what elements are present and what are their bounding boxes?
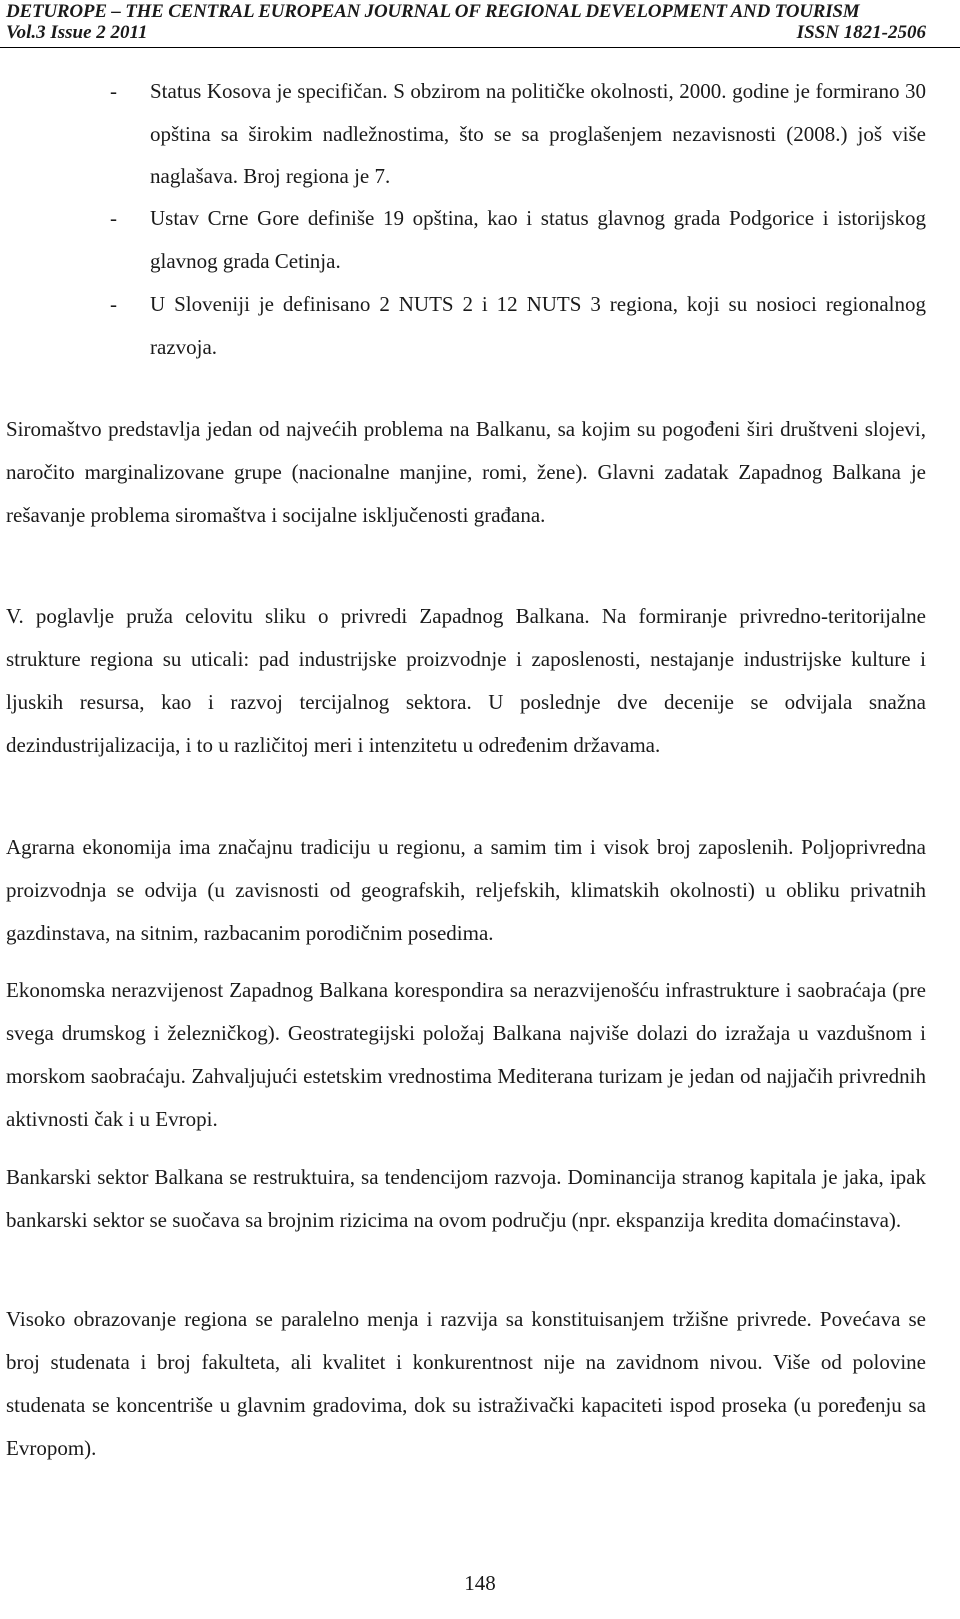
bullet-text: U Sloveniji je definisano 2 NUTS 2 i 12 NUTS 3 regiona, koji su nosioci regionalnog razvoja. — [150, 292, 926, 359]
paragraph: Visoko obrazovanje regiona se paralelno menja i razvija sa konstituisanjem tržišne privrede. Povećava se broj studenata i broj fakulteta, ali kvalitet i konkurentnost nije na zavidnom nivou. Više od polovine studenata se koncentriše u glavnim gradovima, dok su istraživački kapaciteti ispod proseka (u poređenju sa Evropom). — [6, 1307, 926, 1460]
bullet-text: Ustav Crne Gore definiše 19 opština, kao i status glavnog grada Podgorice i istorijskog glavnog grada Cetinja. — [150, 206, 926, 273]
paragraph: Siromaštvo predstavlja jedan od najvećih problema na Balkanu, sa kojim su pogođeni širi društveni slojevi, naročito marginalizovane grupe (nacionalne manjine, romi, žene). Glavni zadatak Zapadnog Balkana je rešavanje problema siromaštva i socijalne isključenosti građana. — [6, 417, 926, 527]
journal-subtitle: – THE CENTRAL EUROPEAN JOURNAL OF REGIONAL DEVELOPMENT AND TOURISM — [106, 1, 860, 22]
page-number: 148 — [464, 1571, 496, 1595]
bullet-dash: - — [110, 79, 117, 103]
issn: ISSN 1821-2506 — [796, 22, 926, 43]
paragraph: Agrarna ekonomija ima značajnu tradiciju u regionu, a samim tim i visok broj zaposlenih. Poljoprivredna proizvodnja se odvija (u zavisnosti od geografskih, reljefskih, klimatskih okolnosti) u obliku privatnih gazdinstava, na sitnim, razbacanim porodičnim posedima. — [6, 835, 926, 945]
paragraph: Bankarski sektor Balkana se restruktuira, sa tendencijom razvoja. Dominancija stranog kapitala je jaka, ipak bankarski sektor se suočava sa brojnim rizicima na ovom području (npr. ekspanzija kredita domaćinstava). — [6, 1165, 926, 1232]
paragraph: Ekonomska nerazvijenost Zapadnog Balkana korespondira sa nerazvijenošću infrastrukture i saobraćaja (pre svega drumskog i železničkog). Geostrategijski položaj Balkana najviše dolazi do izražaja u vazdušnom i morskom saobraćaju. Zahvaljujući estetskim vrednostima Mediterana turizam je jedan od najjačih privrednih aktivnosti čak i u Evropi. — [6, 978, 926, 1131]
running-header — [0, 0, 960, 48]
paragraph: V. poglavlje pruža celovitu sliku o privredi Zapadnog Balkana. Na formiranje privredno-teritorijalne strukture regiona su uticali: pad industrijske proizvodnje i zaposlenosti, nestajanje industrijske kulture i ljuskih resursa, kao i razvoj tercijalnog sektora. U poslednje dve decenije se odvijala snažna dezindustrijalizacija, i to u različitoj meri i intenzitetu u određenim državama. — [6, 604, 926, 757]
bullet-dash: - — [110, 292, 117, 316]
bullet-text: Status Kosova je specifičan. S obzirom na političke okolnosti, 2000. godine je formirano 30 opština sa širokim nadležnostima, što se sa proglašenjem nezavisnosti (2008.) još više naglašava. Broj regiona je 7. — [150, 79, 926, 188]
bullet-dash: - — [110, 206, 117, 230]
journal-brand: DETUROPE — [6, 1, 107, 22]
journal-title — [6, 2, 859, 22]
volume-issue: Vol.3 Issue 2 2011 — [6, 22, 148, 43]
